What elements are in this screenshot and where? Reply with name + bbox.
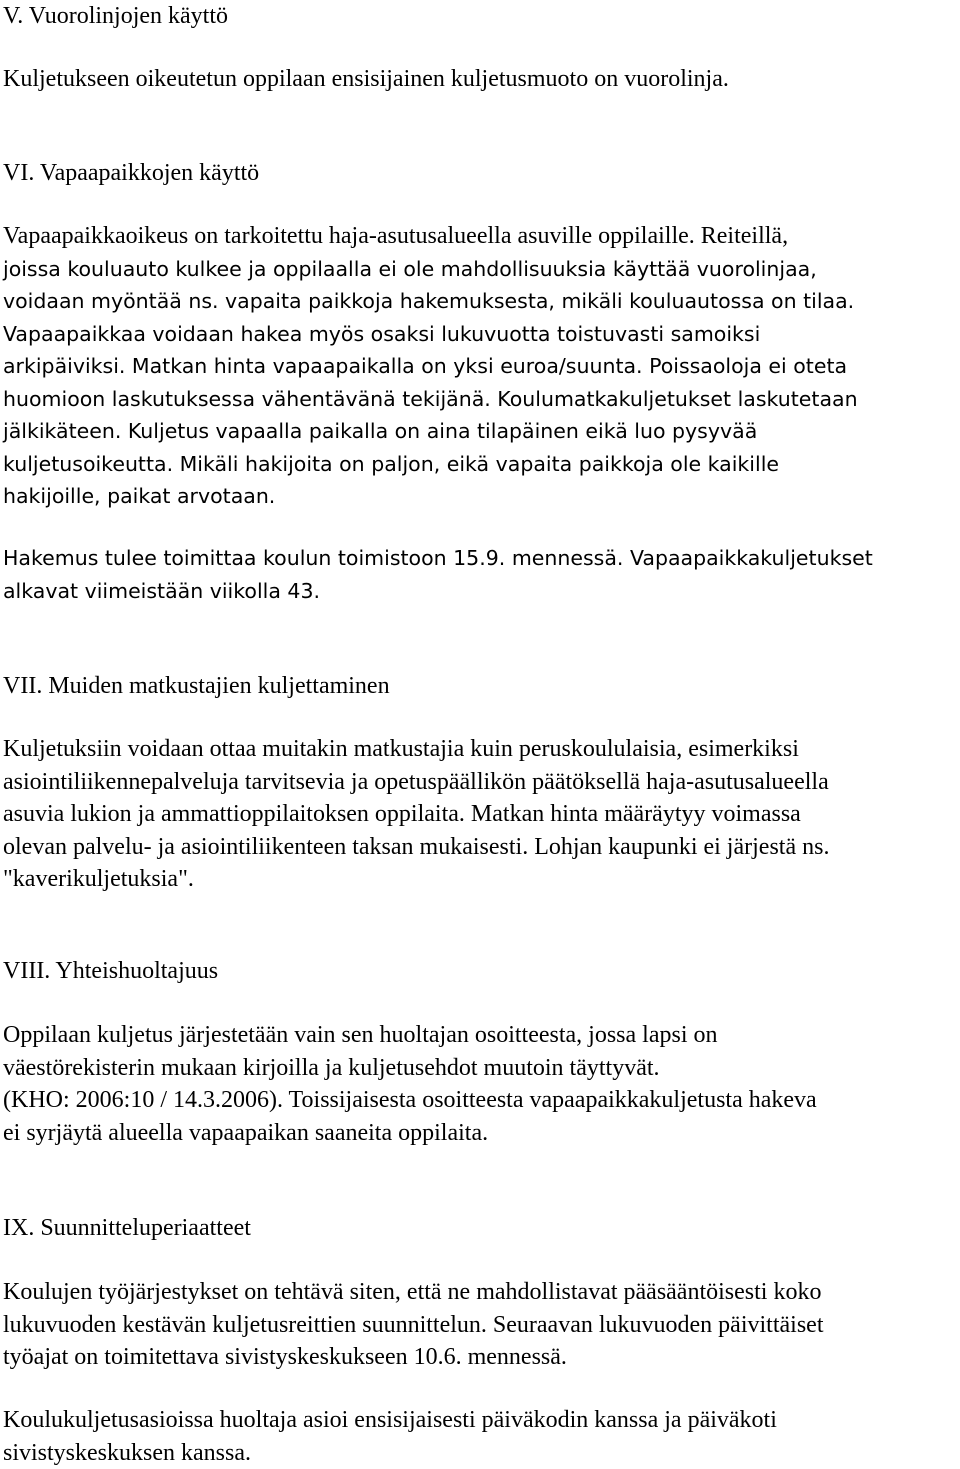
text-line: asiointiliikennepalveluja tarvitsevia ja opetuspäällikön päätöksellä haja-asutusalueella bbox=[3, 766, 829, 799]
text-line: "kaverikuljetuksia". bbox=[3, 863, 829, 896]
text-line: Oppilaan kuljetus järjestetään vain sen huoltajan osoitteesta, jossa lapsi on bbox=[3, 1019, 817, 1052]
section-heading-vi: VI. Vapaapaikkojen käyttö bbox=[3, 157, 259, 190]
text-line: voidaan myöntää ns. vapaita paikkoja hakemuksesta, mikäli kouluautossa on tilaa. bbox=[3, 285, 858, 318]
text-line: joissa kouluauto kulkee ja oppilaalla ei ole mahdollisuuksia käyttää vuorolinjaa, bbox=[3, 253, 858, 286]
text-line: huomioon laskutuksessa vähentävänä tekijänä. Koulumatkakuljetukset laskutetaan bbox=[3, 383, 858, 416]
text-line: Kuljetukseen oikeutetun oppilaan ensisijainen kuljetusmuoto on vuorolinja. bbox=[3, 63, 729, 96]
section-heading-vii: VII. Muiden matkustajien kuljettaminen bbox=[3, 670, 390, 703]
text-line: Vapaapaikkaa voidaan hakea myös osaksi lukuvuotta toistuvasti samoiksi bbox=[3, 318, 858, 351]
text-line: hakijoille, paikat arvotaan. bbox=[3, 480, 858, 513]
text-line: lukuvuoden kestävän kuljetusreittien suunnittelun. Seuraavan lukuvuoden päivittäiset bbox=[3, 1309, 824, 1342]
section-ix-paragraph-2 bbox=[3, 1404, 777, 1469]
text-line: väestörekisterin mukaan kirjoilla ja kuljetusehdot muutoin täyttyvät. bbox=[3, 1052, 817, 1085]
text-line: olevan palvelu- ja asiointiliikenteen taksan mukaisesti. Lohjan kaupunki ei järjestä ns. bbox=[3, 831, 829, 864]
section-vii-paragraph bbox=[3, 733, 829, 896]
text-line: jälkikäteen. Kuljetus vapaalla paikalla on aina tilapäinen eikä luo pysyvää bbox=[3, 415, 858, 448]
text-line: ei syrjäytä alueella vapaapaikan saaneita oppilaita. bbox=[3, 1117, 817, 1150]
text-line: Hakemus tulee toimittaa koulun toimistoon 15.9. mennessä. Vapaapaikkakuljetukset bbox=[3, 542, 873, 575]
section-v-paragraph bbox=[3, 63, 729, 96]
section-vi-paragraph-2 bbox=[3, 542, 873, 607]
text-line: kuljetusoikeutta. Mikäli hakijoita on paljon, eikä vapaita paikkoja ole kaikille bbox=[3, 448, 858, 481]
text-line: työajat on toimitettava sivistyskeskukseen 10.6. mennessä. bbox=[3, 1341, 824, 1374]
text-line: sivistyskeskuksen kanssa. bbox=[3, 1437, 777, 1469]
section-ix-paragraph-1 bbox=[3, 1276, 824, 1374]
section-viii-paragraph bbox=[3, 1019, 817, 1149]
text-line: asuvia lukion ja ammattioppilaitoksen oppilaita. Matkan hinta määräytyy voimassa bbox=[3, 798, 829, 831]
text-line: alkavat viimeistään viikolla 43. bbox=[3, 575, 873, 608]
text-line: Kuljetuksiin voidaan ottaa muitakin matkustajia kuin peruskoululaisia, esimerkiksi bbox=[3, 733, 829, 766]
text-line: Koulukuljetusasioissa huoltaja asioi ensisijaisesti päiväkodin kanssa ja päiväkoti bbox=[3, 1404, 777, 1437]
section-heading-v: V. Vuorolinjojen käyttö bbox=[3, 0, 228, 33]
section-vi-paragraph-1 bbox=[3, 220, 858, 513]
section-heading-viii: VIII. Yhteishuoltajuus bbox=[3, 955, 218, 988]
text-line: Vapaapaikkaoikeus on tarkoitettu haja-asutusalueella asuville oppilaille. Reiteillä, bbox=[3, 220, 858, 253]
text-line: (KHO: 2006:10 / 14.3.2006). Toissijaisesta osoitteesta vapaapaikkakuljetusta hakeva bbox=[3, 1084, 817, 1117]
text-line: arkipäiviksi. Matkan hinta vapaapaikalla on yksi euroa/suunta. Poissaoloja ei oteta bbox=[3, 350, 858, 383]
section-heading-ix: IX. Suunnitteluperiaatteet bbox=[3, 1212, 251, 1245]
text-line: Koulujen työjärjestykset on tehtävä siten, että ne mahdollistavat pääsääntöisesti koko bbox=[3, 1276, 824, 1309]
